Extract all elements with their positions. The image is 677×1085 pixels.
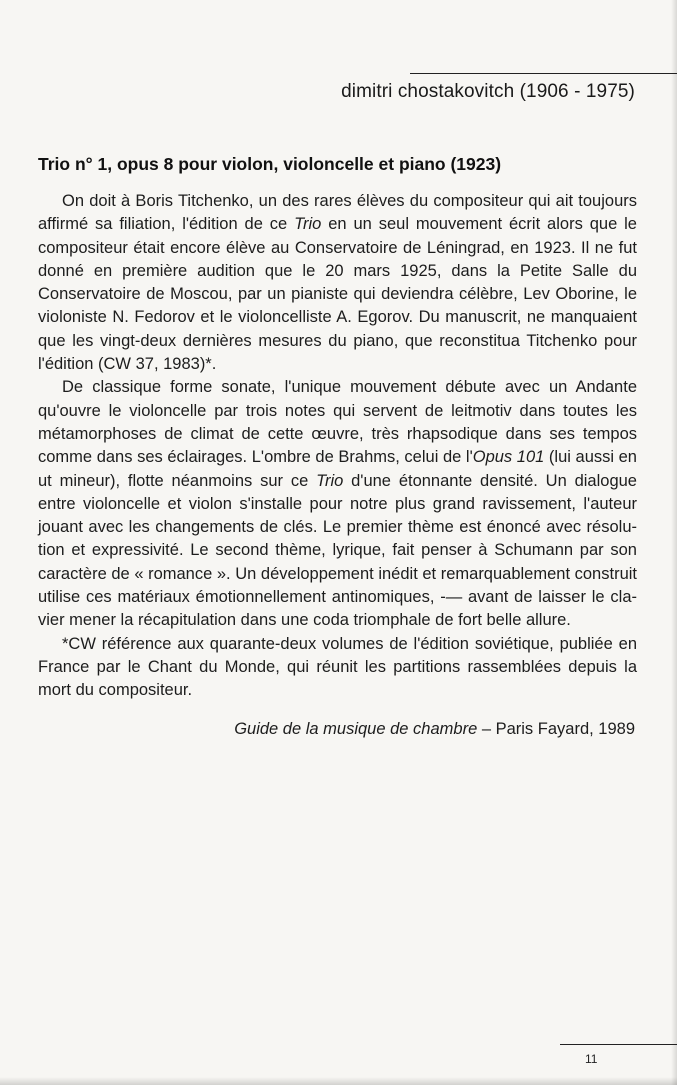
composer-header: dimitri chostakovitch (1906 - 1975) (341, 81, 635, 102)
footer-rule (560, 1044, 677, 1045)
citation (234, 720, 635, 739)
paragraph-1-part-a: On doit à Boris Titchenko, un des rares élèves du compositeur qui ait toujours affirmé sa filiation, l'édition de ce (38, 192, 637, 234)
paragraph-1 (38, 190, 637, 376)
trio-italic: Trio (294, 215, 322, 234)
opus-italic: Opus 101 (472, 448, 545, 467)
trio-italic-2: Trio (316, 471, 344, 490)
page-number: 11 (585, 1052, 598, 1066)
paragraph-1-part-b: en un seul mouvement écrit alors que le compositeur était encore élève au Conservatoire de Léningrad, en 1923. Il ne fut donné en première audition que le 20 mars 1925, dans la Petite Salle du Conservatoire de Moscou, par un pianiste qui deviendra célèbre, Lev Oborine, le violoniste N. Fedorov et le violoncelliste A. Egorov. Du manuscrit, ne manquaient que les vingt-deux dernières mesures du piano, que reconstitua Titchenko pour l'édition (CW 37, 1983)*. (38, 215, 637, 374)
body-text (38, 190, 637, 703)
footnote-paragraph: *CW référence aux quarante-deux volumes de l'édition soviétique, publiée en France par le Chant du Monde, qui réunit les partitions rassemblées depuis la mort du compositeur. (38, 634, 637, 700)
page-bottom-shadow (0, 1077, 677, 1085)
header-rule (410, 73, 677, 74)
paragraph-2-part-b: (lui aussi en ut mineur), flotte néanmoins sur ce (38, 448, 637, 490)
citation-source: Guide de la musique de chambre (234, 720, 478, 738)
citation-publisher: – Paris Fayard, 1989 (477, 720, 635, 738)
work-title: Trio n° 1, opus 8 pour violon, violoncelle et piano (1923) (38, 154, 502, 174)
paragraph-2-part-c: d'une étonnante densité. Un dialogue entre violoncelle et violon s'installe pour notre plus grand ravissement, l'auteur jouant avec les changements de clés. Le premier thème est énoncé avec résolution et expressivité. Le second thème, lyrique, fait penser à Schumann par son caractère de « romance ». Un développement inédit et remarquablement construit utilise ces matériaux émotionnellement antinomiques, -— avant de laisser le clavier mener la récapitulation dans une coda triomphale de fort belle allure. (38, 471, 637, 630)
paragraph-2-part-a: De classique forme sonate, l'unique mouvement débute avec un Andante qu'ouvre le violoncelle par trois notes qui servent de leitmotiv dans toutes les métamorphoses de climat de cette œuvre, très rhapsodique dans ses tempos comme dans ses éclairages. L'ombre de Brahms, celui de l' (38, 378, 637, 467)
paragraph-2 (38, 376, 637, 632)
page-edge-shadow (671, 0, 677, 1085)
